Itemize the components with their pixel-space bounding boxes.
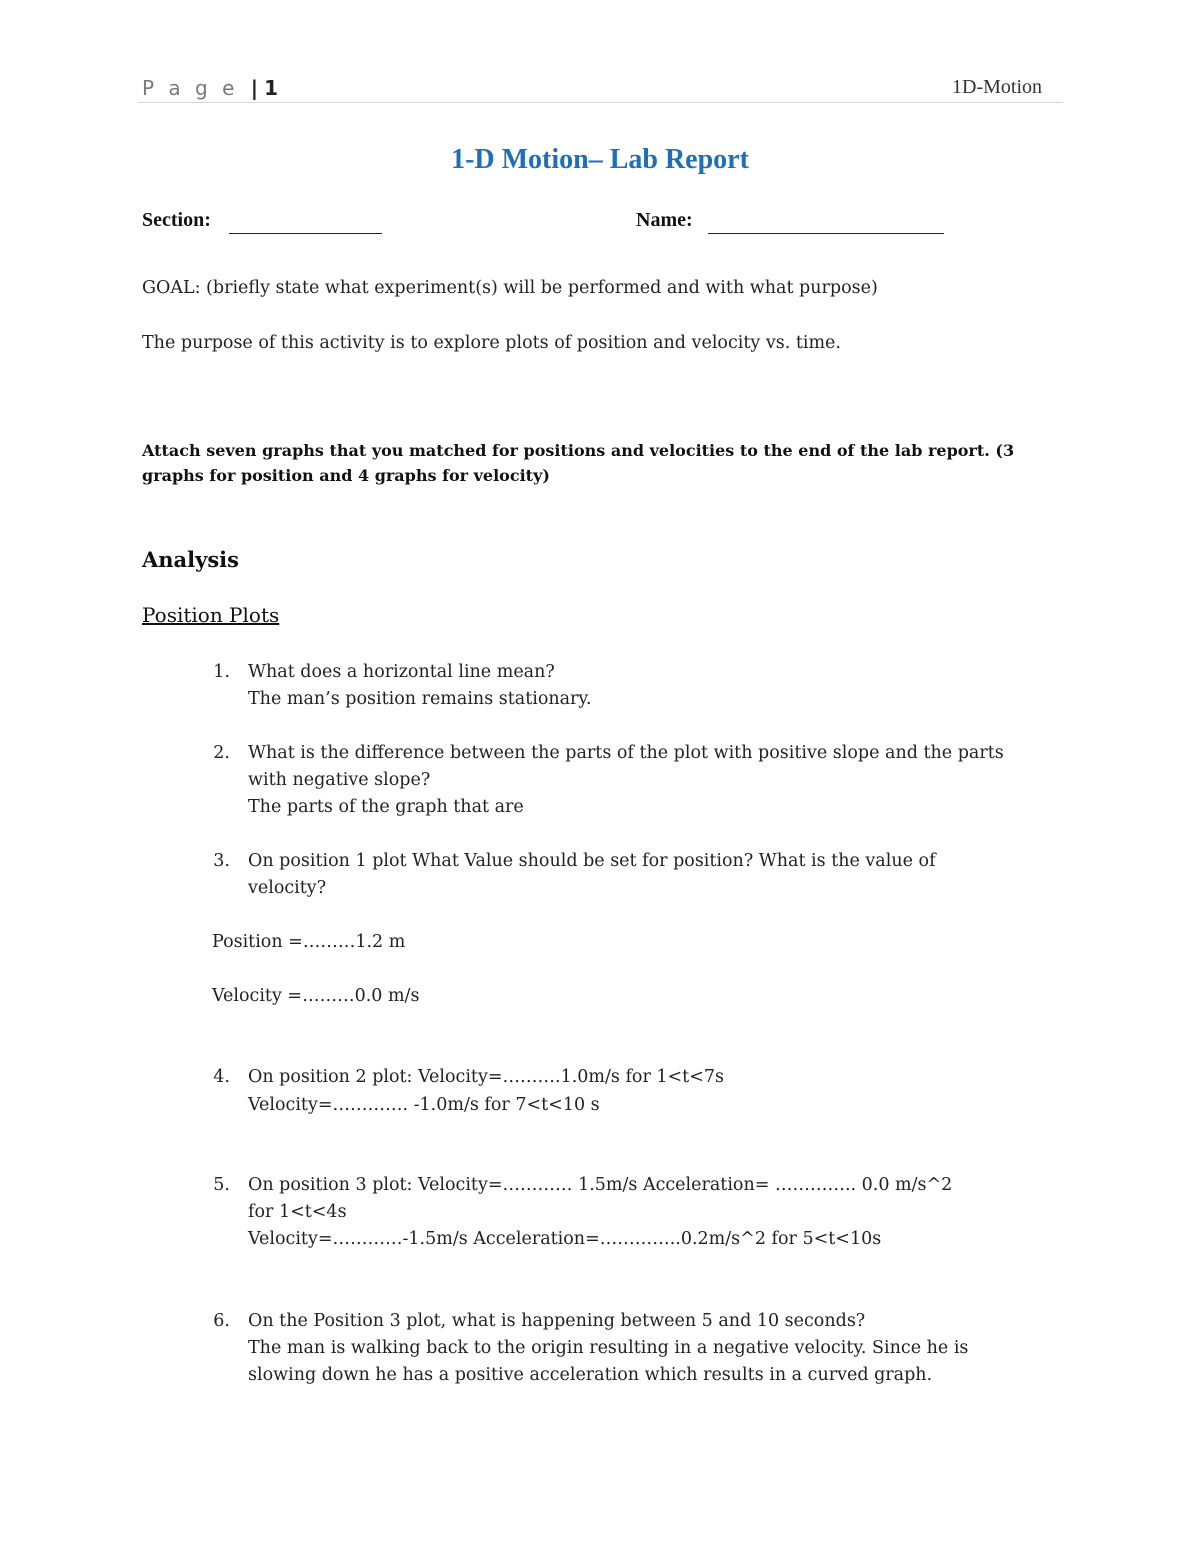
question-5-text-line2: for 1<t<4s (248, 1202, 347, 1222)
question-6-text: On the Position 3 plot, what is happening between 5 and 10 seconds? (248, 1311, 866, 1331)
page-separator: | (250, 76, 259, 100)
question-6-answer-line1: The man is walking back to the origin resulting in a negative velocity. Since he is (248, 1338, 969, 1358)
question-3-text-line1: On position 1 plot What Value should be set for position? What is the value of (248, 851, 936, 871)
question-number: 3. (213, 851, 230, 871)
doc-name: 1D-Motion (952, 76, 1042, 98)
analysis-heading: Analysis (142, 547, 239, 572)
question-4-text-line2: Velocity=…………. -1.0m/s for 7<t<10 s (248, 1095, 600, 1115)
section-label: Section: (142, 209, 211, 231)
name-field-line[interactable] (708, 233, 944, 234)
page-label: P a g e (142, 76, 239, 100)
question-1-text: What does a horizontal line mean? (248, 662, 555, 682)
question-2-text-line1: What is the difference between the parts of the plot with positive slope and the parts (248, 743, 1004, 763)
question-2-answer: The parts of the graph that are (248, 797, 524, 817)
name-label: Name: (636, 209, 693, 231)
question-number: 6. (213, 1311, 230, 1331)
question-number: 1. (213, 662, 230, 682)
question-number: 5. (213, 1175, 230, 1195)
question-number: 4. (213, 1067, 230, 1087)
section-field-line[interactable] (229, 233, 382, 234)
question-5-text-line3: Velocity=…………-1.5m/s Acceleration=…………..0.2m/s^2 for 5<t<10s (248, 1229, 882, 1249)
goal-text: GOAL: (briefly state what experiment(s) will be performed and with what purpose) (142, 278, 878, 298)
question-number: 2. (213, 743, 230, 763)
attach-instruction-line1: Attach seven graphs that you matched for positions and velocities to the end of the lab report. (3 (142, 441, 1015, 460)
position-answer: Position =………1.2 m (212, 932, 406, 952)
page-number: 1 (264, 76, 278, 100)
attach-instruction-line2: graphs for position and 4 graphs for velocity) (142, 466, 550, 485)
question-1-answer: The man’s position remains stationary. (248, 689, 592, 709)
position-plots-heading: Position Plots (142, 603, 280, 627)
document-title: 1-D Motion– Lab Report (451, 144, 749, 175)
page-header-label (142, 76, 278, 100)
question-5-text-line1: On position 3 plot: Velocity=………… 1.5m/s Acceleration= ………….. 0.0 m/s^2 (248, 1175, 953, 1195)
question-2-text-line2: with negative slope? (248, 770, 431, 790)
header-divider (138, 102, 1063, 103)
velocity-answer: Velocity =………0.0 m/s (212, 986, 420, 1006)
question-3-text-line2: velocity? (248, 878, 327, 898)
purpose-text: The purpose of this activity is to explore plots of position and velocity vs. time. (142, 333, 841, 353)
question-4-text-line1: On position 2 plot: Velocity=……….1.0m/s for 1<t<7s (248, 1067, 724, 1087)
question-6-answer-line2: slowing down he has a positive acceleration which results in a curved graph. (248, 1365, 933, 1385)
